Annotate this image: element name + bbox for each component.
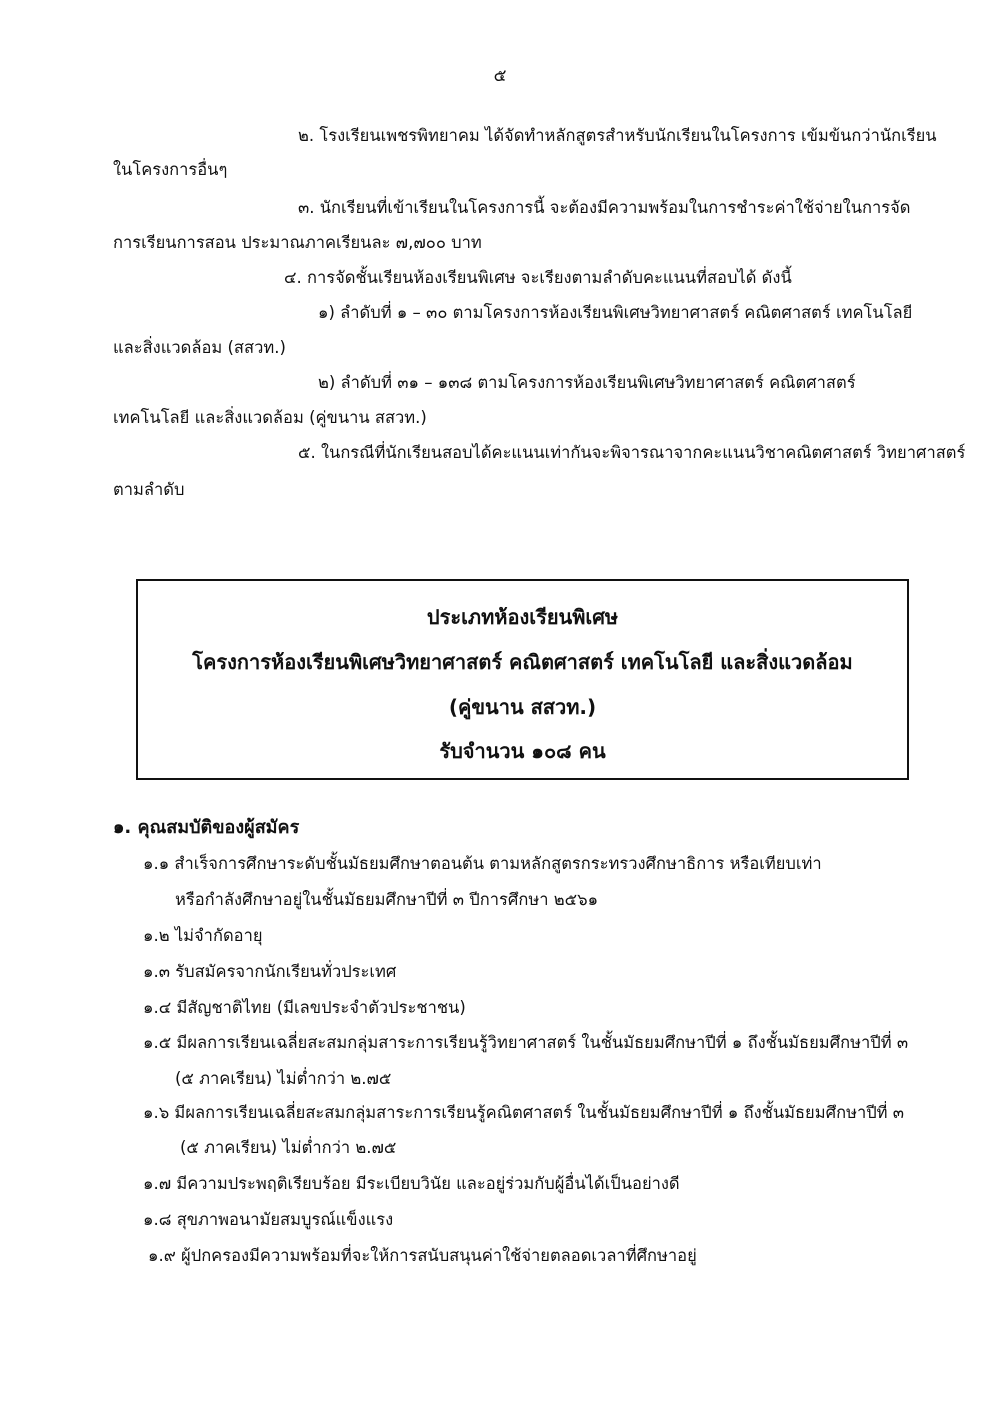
title-box-line-1: ประเภทห้องเรียนพิเศษ: [426, 605, 619, 629]
page-number: ๕: [493, 66, 507, 86]
qualification-1-2: ๑.๒ ไม่จำกัดอายุ: [143, 926, 263, 945]
qualification-1-3: ๑.๓ รับสมัครจากนักเรียนทั่วประเทศ: [143, 962, 397, 981]
paragraph-item-4-1-cont: และสิ่งแวดล้อม (สสวท.): [113, 338, 286, 357]
qualification-1-9: ๑.๙ ผู้ปกครองมีความพร้อมที่จะให้การสนับสนุนค่าใช้จ่ายตลอดเวลาที่ศึกษาอยู่: [148, 1246, 697, 1265]
title-box-line-4: รับจำนวน ๑๐๘ คน: [439, 739, 606, 763]
qualification-1-7: ๑.๗ มีความประพฤติเรียบร้อย มีระเบียบวินัย และอยู่ร่วมกับผู้อื่นได้เป็นอย่างดี: [143, 1174, 680, 1193]
qualification-1-6-cont: (๕ ภาคเรียน) ไม่ต่ำกว่า ๒.๗๕: [180, 1138, 397, 1157]
section-heading: ๑. คุณสมบัติของผู้สมัคร: [113, 817, 300, 838]
paragraph-item-4-2: ๒) ลำดับที่ ๓๑ – ๑๓๘ ตามโครงการห้องเรียนพิเศษวิทยาศาสตร์ คณิตศาสตร์: [318, 373, 856, 392]
qualification-1-6: ๑.๖ มีผลการเรียนเฉลี่ยสะสมกลุ่มสาระการเรียนรู้คณิตศาสตร์ ในชั้นมัธยมศึกษาปีที่ ๑ ถึงชั้นมัธยมศึกษาปีที่ ๓: [143, 1103, 905, 1122]
paragraph-item-4-2-cont: เทคโนโลยี และสิ่งแวดล้อม (คู่ขนาน สสวท.): [113, 408, 427, 427]
paragraph-item-5-cont: ตามลำดับ: [113, 480, 185, 499]
qualification-1-1: ๑.๑ สำเร็จการศึกษาระดับชั้นมัธยมศึกษาตอนต้น ตามหลักสูตรกระทรวงศึกษาธิการ หรือเทียบเท่า: [143, 854, 822, 873]
paragraph-item-5: ๕. ในกรณีที่นักเรียนสอบได้คะแนนเท่ากันจะพิจารณาจากคะแนนวิชาคณิตศาสตร์ วิทยาศาสตร์: [298, 443, 966, 462]
paragraph-item-3: ๓. นักเรียนที่เข้าเรียนในโครงการนี้ จะต้องมีความพร้อมในการชำระค่าใช้จ่ายในการจัด: [298, 198, 911, 217]
paragraph-item-3-cont: การเรียนการสอน ประมาณภาคเรียนละ ๗,๗๐๐ บาท: [113, 233, 482, 252]
title-box-line-2: โครงการห้องเรียนพิเศษวิทยาศาสตร์ คณิตศาสตร์ เทคโนโลยี และสิ่งแวดล้อม: [192, 650, 853, 674]
paragraph-item-4: ๔. การจัดชั้นเรียนห้องเรียนพิเศษ จะเรียงตามลำดับคะแนนที่สอบได้ ดังนี้: [284, 268, 792, 287]
title-box-line-3: (คู่ขนาน สสวท.): [448, 695, 597, 719]
qualification-1-8: ๑.๘ สุขภาพอนามัยสมบูรณ์แข็งแรง: [143, 1210, 394, 1229]
paragraph-item-2: ๒. โรงเรียนเพชรพิทยาคม ได้จัดทำหลักสูตรสำหรับนักเรียนในโครงการ เข้มข้นกว่านักเรียน: [298, 126, 937, 145]
qualification-1-5-cont: (๕ ภาคเรียน) ไม่ต่ำกว่า ๒.๗๕: [175, 1069, 392, 1088]
title-box: [136, 579, 909, 780]
qualification-1-5: ๑.๕ มีผลการเรียนเฉลี่ยสะสมกลุ่มสาระการเรียนรู้วิทยาศาสตร์ ในชั้นมัธยมศึกษาปีที่ ๑ ถึงชั้นมัธยมศึกษาปีที่ ๓: [143, 1033, 909, 1052]
paragraph-item-2-cont: ในโครงการอื่นๆ: [113, 160, 228, 179]
qualification-1-4: ๑.๔ มีสัญชาติไทย (มีเลขประจำตัวประชาชน): [143, 998, 466, 1017]
paragraph-item-4-1: ๑) ลำดับที่ ๑ – ๓๐ ตามโครงการห้องเรียนพิเศษวิทยาศาสตร์ คณิตศาสตร์ เทคโนโลยี: [318, 303, 913, 322]
qualification-1-1-cont: หรือกำลังศึกษาอยู่ในชั้นมัธยมศึกษาปีที่ ๓ ปีการศึกษา ๒๕๖๑: [175, 890, 599, 909]
